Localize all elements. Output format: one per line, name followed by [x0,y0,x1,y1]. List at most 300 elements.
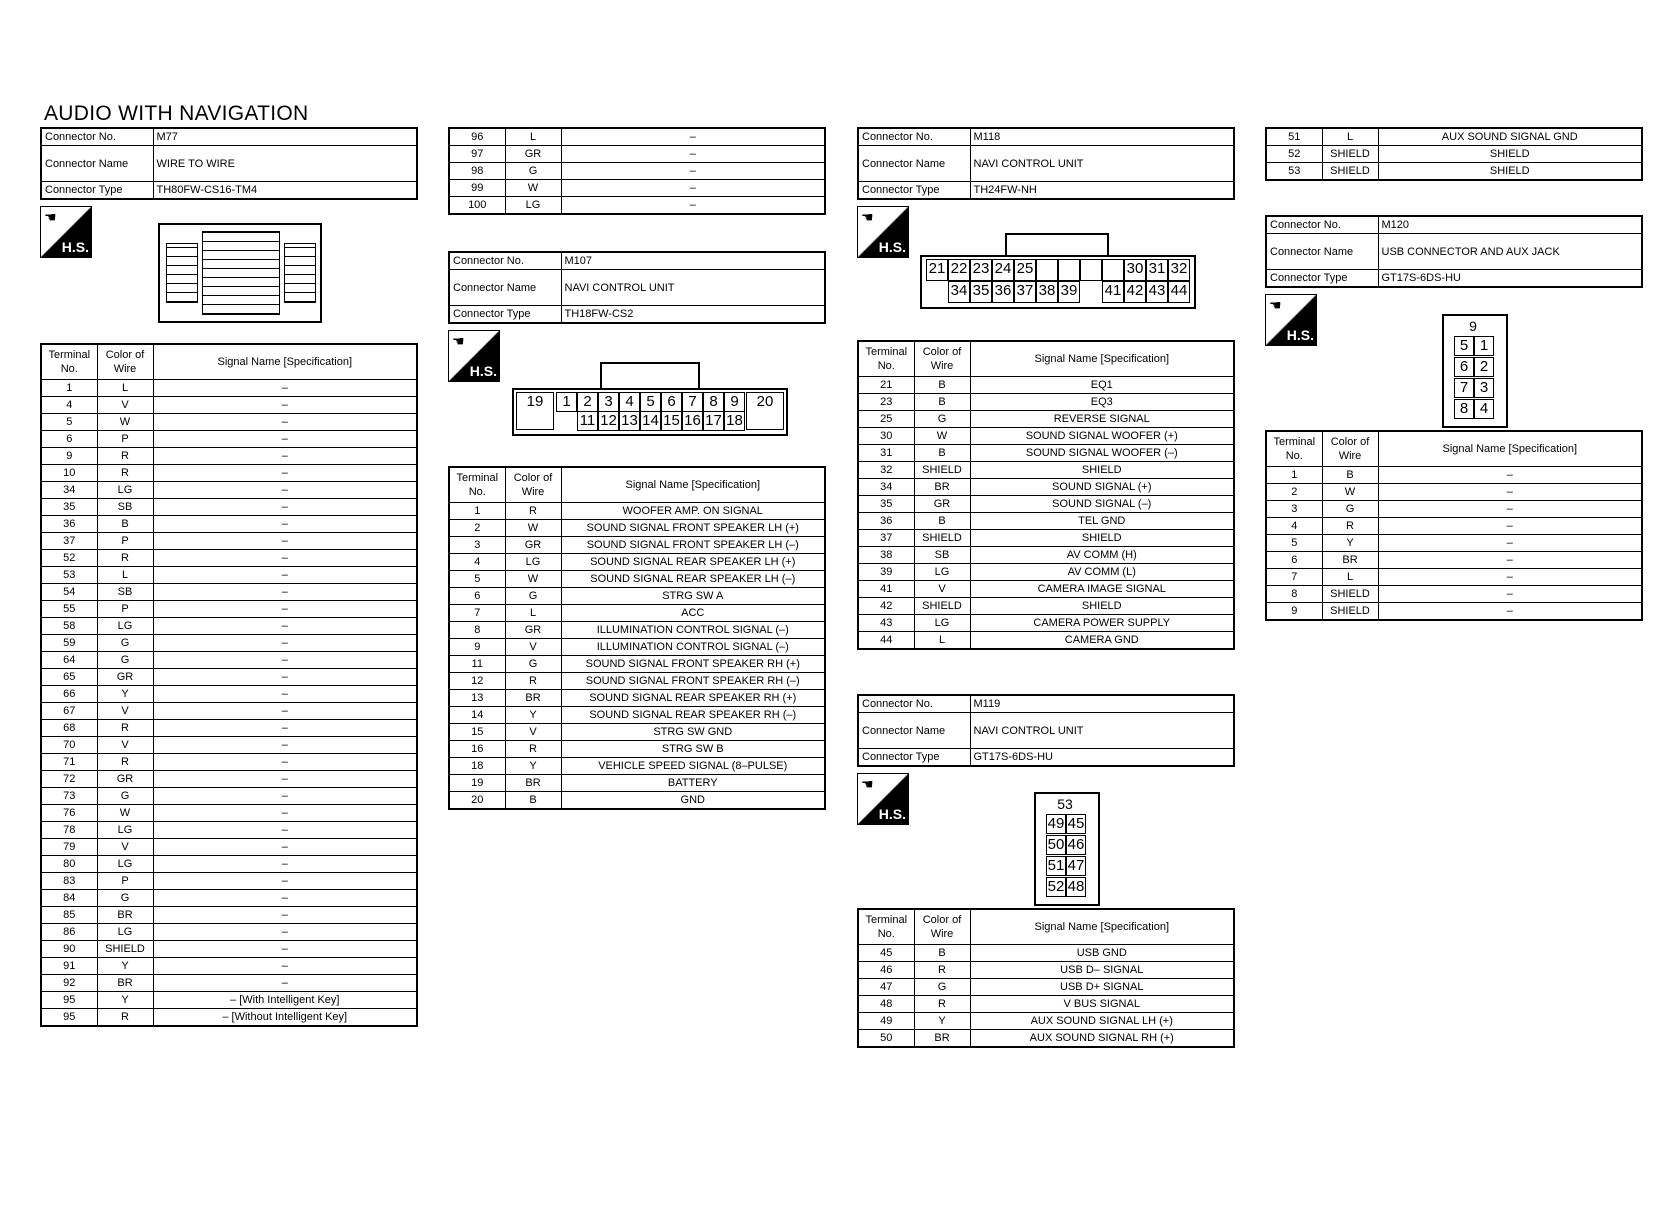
signal-name-cell: SOUND SIGNAL WOOFER (–) [970,445,1234,462]
color-header: Color of Wire [914,909,970,945]
wire-color-cell: R [97,754,153,771]
wire-color-cell: L [914,632,970,650]
signal-name-cell: – [1378,484,1642,501]
wire-color-cell: SHIELD [1322,163,1378,181]
table-row [449,520,825,537]
wire-color-cell: SB [97,584,153,601]
hs-icon [448,330,500,382]
wire-color-cell: V [914,581,970,598]
wire-color-cell: R [914,962,970,979]
wire-color-cell: W [1322,484,1378,501]
terminal-no-cell: 4 [1266,518,1322,535]
signal-name-cell: – [1378,586,1642,603]
table-row [41,992,417,1009]
connector-pin: 41 [1102,281,1124,303]
wire-color-cell: SHIELD [1322,603,1378,621]
terminal-no-cell: 64 [41,652,97,669]
connector-pin: 45 [1067,815,1085,832]
connector-pin: 49 [1047,815,1065,832]
connector-pin: 34 [948,281,970,303]
wire-color-cell: Y [97,686,153,703]
m119-rows [858,945,1234,1048]
connector-pin: 44 [1168,281,1190,303]
terminal-no-cell: 23 [858,394,914,411]
terminal-no-cell: 50 [858,1030,914,1048]
signal-name-cell: – [153,601,417,618]
signal-name-cell: – [561,163,825,180]
terminal-no-cell: 71 [41,754,97,771]
color-header: Color of Wire [505,467,561,503]
signal-name-cell: SHIELD [970,598,1234,615]
signal-name-cell: CAMERA IMAGE SIGNAL [970,581,1234,598]
signal-name-cell: – [153,448,417,465]
table-row [41,516,417,533]
terminal-no-cell: 37 [41,533,97,550]
signal-name-cell: – [153,635,417,652]
table-row [41,703,417,720]
m77-pin-block-right [284,243,316,303]
signal-name-cell: – [1378,501,1642,518]
wire-color-cell: L [97,567,153,584]
signal-name-cell: – [153,720,417,737]
table-row [41,788,417,805]
signal-name-cell: – [561,197,825,215]
table-row [858,428,1234,445]
table-row [41,754,417,771]
connector-pin: 1 [556,392,577,412]
signal-name-cell: – [153,431,417,448]
signal-name-cell: SOUND SIGNAL WOOFER (+) [970,428,1234,445]
terminal-no-cell: 31 [858,445,914,462]
table-row [41,669,417,686]
connector-pin: 38 [1036,281,1058,303]
m107-terminal-table [448,466,826,810]
m77-pin-block-center [202,231,280,315]
hs-label: H.S. [61,239,89,255]
wire-color-cell: G [914,411,970,428]
table-row [41,431,417,448]
terminal-no-header: Terminal No. [858,341,914,377]
table-row [41,567,417,584]
terminal-no-cell: 72 [41,771,97,788]
hand-icon: ☚ [452,333,465,349]
connector-pin: 36 [992,281,1014,303]
terminal-no-cell: 19 [449,775,505,792]
table-row [41,958,417,975]
table-row [1266,552,1642,569]
m77-terminal-table-continued [448,127,826,215]
terminal-no-cell: 21 [858,377,914,394]
terminal-no-cell: 70 [41,737,97,754]
terminal-no-cell: 36 [858,513,914,530]
table-row [41,941,417,958]
signal-name-cell: – [1378,603,1642,621]
connector-no-value: M119 [970,695,1234,713]
connector-name-value: USB CONNECTOR AND AUX JACK [1378,234,1642,270]
terminal-no-cell: 13 [449,690,505,707]
table-row [858,530,1234,547]
connector-pin: 9 [724,392,745,412]
table-row [858,547,1234,564]
terminal-no-cell: 9 [449,639,505,656]
connector-pin: 4 [619,392,640,412]
m107-connector-info [448,251,826,324]
terminal-no-cell: 8 [449,622,505,639]
terminal-no-cell: 6 [1266,552,1322,569]
wire-color-cell: SHIELD [914,598,970,615]
table-row [449,163,825,180]
connector-pin [1058,259,1080,281]
wire-color-cell: W [505,180,561,197]
table-row [41,601,417,618]
signal-name-cell: CAMERA POWER SUPPLY [970,615,1234,632]
wire-color-cell: W [914,428,970,445]
hs-icon [40,206,92,258]
connector-pin: 15 [661,411,682,431]
connector-pin: 7 [1454,378,1474,398]
connector-pin: 1 [1474,336,1494,356]
wire-color-cell: BR [914,1030,970,1048]
terminal-no-cell: 42 [858,598,914,615]
wire-color-cell: SHIELD [1322,146,1378,163]
table-row [858,394,1234,411]
m120-connector-info [1265,215,1643,288]
terminal-no-cell: 7 [449,605,505,622]
wire-color-cell: R [97,550,153,567]
signal-name-cell: VEHICLE SPEED SIGNAL (8–PULSE) [561,758,825,775]
signal-name-cell: – [1378,518,1642,535]
signal-name-cell: USB GND [970,945,1234,962]
terminal-no-cell: 1 [41,380,97,397]
table-row [1266,586,1642,603]
terminal-no-cell: 37 [858,530,914,547]
table-row [449,673,825,690]
wire-color-cell: V [97,839,153,856]
wire-color-cell: LG [97,822,153,839]
terminal-no-cell: 68 [41,720,97,737]
wire-color-cell: B [1322,467,1378,484]
m118-connector-diagram [920,255,1196,309]
signal-name-cell: USB D– SIGNAL [970,962,1234,979]
table-row [41,482,417,499]
terminal-no-cell: 5 [41,414,97,431]
signal-name-cell: – [1378,569,1642,586]
signal-name-cell: – [153,669,417,686]
wire-color-cell: B [505,792,561,810]
terminal-no-cell: 65 [41,669,97,686]
hand-icon: ☚ [44,209,57,225]
terminal-no-cell: 48 [858,996,914,1013]
terminal-no-cell: 41 [858,581,914,598]
connector-no-label: Connector No. [449,252,561,270]
connector-pin: 48 [1067,878,1085,895]
wire-color-cell: V [97,737,153,754]
table-row [449,724,825,741]
terminal-no-header: Terminal No. [1266,431,1322,467]
connector-pin: 4 [1474,399,1494,419]
terminal-no-cell: 97 [449,146,505,163]
signal-header: Signal Name [Specification] [153,344,417,380]
connector-pin: 6 [661,392,682,412]
m107-section [448,251,826,324]
m119-terminal-table [857,908,1235,1048]
terminal-no-cell: 90 [41,941,97,958]
terminal-no-cell: 35 [858,496,914,513]
table-row [41,380,417,397]
table-row [858,564,1234,581]
signal-name-cell: – [153,703,417,720]
connector-pin: 8 [703,392,724,412]
signal-name-cell: – [153,856,417,873]
wire-color-cell: G [914,979,970,996]
terminal-no-cell: 78 [41,822,97,839]
table-row [1266,128,1642,146]
signal-name-cell: SOUND SIGNAL (–) [970,496,1234,513]
color-header: Color of Wire [914,341,970,377]
wire-color-cell: R [97,1009,153,1027]
wire-color-cell: Y [1322,535,1378,552]
wire-color-cell: LG [97,482,153,499]
table-row [858,598,1234,615]
wire-color-cell: W [97,414,153,431]
connector-pin: 9 [1469,318,1477,334]
connector-name-label: Connector Name [449,270,561,306]
wire-color-cell: Y [914,1013,970,1030]
wire-color-cell: B [97,516,153,533]
wire-color-cell: Y [505,707,561,724]
signal-name-cell: – [153,516,417,533]
table-row [449,180,825,197]
table-row [1266,518,1642,535]
signal-name-cell: – [561,128,825,146]
connector-pin: 32 [1168,259,1190,281]
hs-label: H.S. [1286,327,1314,343]
signal-name-cell: – [153,618,417,635]
connector-name-label: Connector Name [858,713,970,749]
signal-header: Signal Name [Specification] [970,909,1234,945]
signal-header: Signal Name [Specification] [561,467,825,503]
m77-pin-block-left [166,243,198,303]
wire-color-cell: G [97,635,153,652]
signal-name-cell: STRG SW B [561,741,825,758]
connector-name-label: Connector Name [858,146,970,182]
connector-type-label: Connector Type [449,306,561,324]
connector-no-value: M107 [561,252,825,270]
connector-pin: 16 [682,411,703,431]
terminal-no-cell: 59 [41,635,97,652]
m119-connector-info [857,694,1235,767]
wire-color-cell: GR [505,537,561,554]
terminal-no-header: Terminal No. [858,909,914,945]
wire-color-cell: B [914,377,970,394]
signal-name-cell: – [153,533,417,550]
wire-color-cell: G [97,652,153,669]
connector-type-label: Connector Type [1266,270,1378,288]
m107-terminal-table-wrap [448,466,826,810]
terminal-no-header: Terminal No. [449,467,505,503]
connector-pin: 12 [598,411,619,431]
table-row [1266,146,1642,163]
connector-pin: 19 [516,392,554,430]
terminal-no-cell: 66 [41,686,97,703]
terminal-no-cell: 12 [449,673,505,690]
table-row [449,639,825,656]
wire-color-cell: L [97,380,153,397]
table-row [858,962,1234,979]
terminal-no-cell: 80 [41,856,97,873]
wire-color-cell: SHIELD [914,462,970,479]
signal-name-cell: – [153,482,417,499]
table-row [41,652,417,669]
table-row [858,411,1234,428]
wire-color-cell: SB [97,499,153,516]
signal-name-cell: – [153,873,417,890]
table-row [41,771,417,788]
table-row [41,686,417,703]
terminal-no-cell: 4 [449,554,505,571]
connector-pin [1080,259,1102,281]
terminal-no-cell: 10 [41,465,97,482]
terminal-no-cell: 92 [41,975,97,992]
m77-terminal-table-wrap [40,343,418,1027]
wire-color-cell: Y [505,758,561,775]
table-row [449,128,825,146]
connector-name-value: NAVI CONTROL UNIT [561,270,825,306]
terminal-no-cell: 45 [858,945,914,962]
table-row [1266,603,1642,621]
signal-name-cell: – [153,805,417,822]
table-row [858,1013,1234,1030]
signal-name-cell: CAMERA GND [970,632,1234,650]
m77-rows [41,380,417,1027]
wire-color-cell: GR [97,669,153,686]
connector-pin: 3 [598,392,619,412]
terminal-no-cell: 36 [41,516,97,533]
signal-name-cell: – [153,550,417,567]
hand-icon: ☚ [1269,297,1282,313]
wire-color-cell: P [97,533,153,550]
m120-connector-diagram [1442,314,1508,428]
connector-pin: 8 [1454,399,1474,419]
table-row [41,618,417,635]
terminal-no-cell: 52 [41,550,97,567]
table-row [858,479,1234,496]
wire-color-cell: G [97,890,153,907]
signal-name-cell: V BUS SIGNAL [970,996,1234,1013]
connector-pin: 6 [1454,357,1474,377]
m107-rows [449,503,825,810]
signal-name-cell: STRG SW GND [561,724,825,741]
m77-cont-rows [449,128,825,214]
terminal-no-cell: 15 [449,724,505,741]
terminal-no-cell: 2 [449,520,505,537]
signal-name-cell: – [153,397,417,414]
table-row [449,792,825,810]
table-row [41,924,417,941]
wire-color-cell: L [1322,569,1378,586]
wire-color-cell: V [97,703,153,720]
signal-name-cell: SHIELD [1378,163,1642,181]
signal-name-cell: – [153,567,417,584]
wire-color-cell: W [505,520,561,537]
connector-pin: 11 [577,411,598,431]
m120-terminal-table-wrap [1265,430,1643,621]
connector-name-value: NAVI CONTROL UNIT [970,713,1234,749]
terminal-no-cell: 32 [858,462,914,479]
wire-color-cell: G [97,788,153,805]
signal-name-cell: SHIELD [1378,146,1642,163]
signal-name-cell: – [153,771,417,788]
table-row [858,1030,1234,1048]
terminal-no-cell: 34 [41,482,97,499]
terminal-no-cell: 53 [41,567,97,584]
table-row [858,632,1234,650]
terminal-no-cell: 86 [41,924,97,941]
m119-terminal-table-wrap [857,908,1235,1048]
table-row [41,873,417,890]
signal-name-cell: BATTERY [561,775,825,792]
terminal-no-cell: 11 [449,656,505,673]
connector-pin: 2 [577,392,598,412]
connector-type-label: Connector Type [858,749,970,767]
terminal-no-cell: 6 [449,588,505,605]
connector-type-value: TH24FW-NH [970,182,1234,200]
connector-pin: 35 [970,281,992,303]
color-header: Color of Wire [97,344,153,380]
table-row [1266,535,1642,552]
signal-name-cell: WOOFER AMP. ON SIGNAL [561,503,825,520]
signal-name-cell: – [1378,467,1642,484]
signal-name-cell: – [153,584,417,601]
m119-cont-section [1265,127,1643,181]
table-row [41,414,417,431]
connector-pin: 13 [619,411,640,431]
table-row [858,462,1234,479]
table-row [41,533,417,550]
connector-pin [1036,259,1058,281]
wire-color-cell: P [97,601,153,618]
wire-color-cell: G [505,163,561,180]
connector-name-label: Connector Name [1266,234,1378,270]
table-row [1266,501,1642,518]
m118-terminal-table-wrap [857,340,1235,650]
signal-name-cell: AUX SOUND SIGNAL RH (+) [970,1030,1234,1048]
terminal-no-cell: 2 [1266,484,1322,501]
connector-pin: 52 [1047,878,1065,895]
table-row [41,550,417,567]
terminal-no-cell: 20 [449,792,505,810]
connector-pin: 31 [1146,259,1168,281]
wire-color-cell: B [914,394,970,411]
terminal-no-cell: 100 [449,197,505,215]
wire-color-cell: SB [914,547,970,564]
wire-color-cell: SHIELD [97,941,153,958]
signal-name-cell: – [153,890,417,907]
terminal-no-cell: 95 [41,992,97,1009]
table-row [449,656,825,673]
m118-rows [858,377,1234,650]
connector-name-value: WIRE TO WIRE [153,146,417,182]
terminal-no-cell: 9 [1266,603,1322,621]
wire-color-cell: G [505,656,561,673]
signal-name-cell: AUX SOUND SIGNAL GND [1378,128,1642,146]
wire-color-cell: Y [97,992,153,1009]
wire-color-cell: BR [914,479,970,496]
terminal-no-cell: 16 [449,741,505,758]
wire-color-cell: GR [505,622,561,639]
connector-pin: 23 [970,259,992,281]
connector-pin [1102,259,1124,281]
